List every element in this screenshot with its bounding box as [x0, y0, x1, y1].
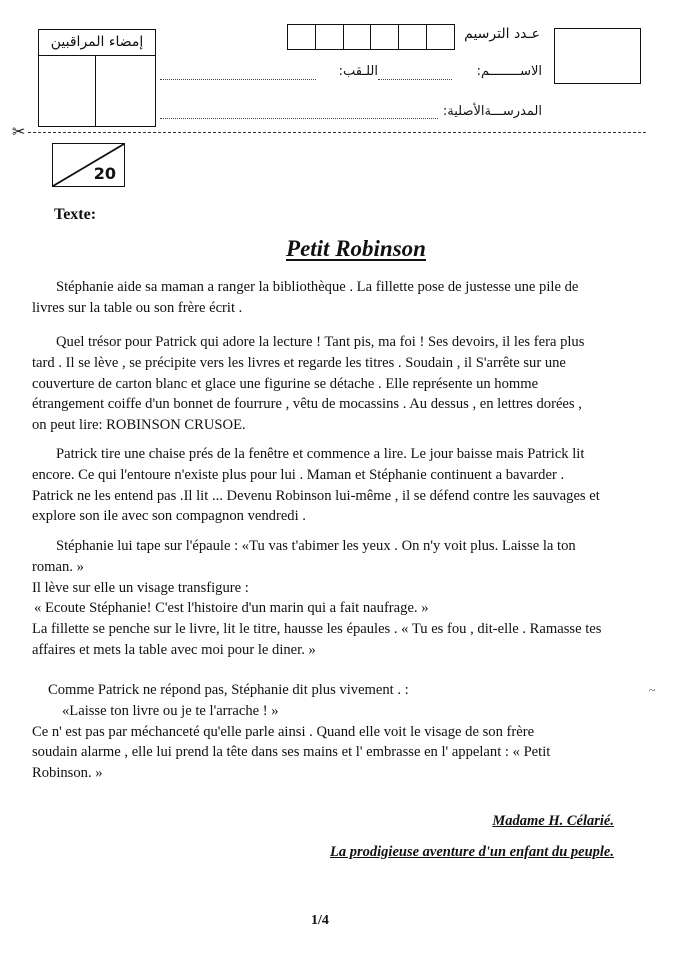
- registration-digit-cell: [399, 24, 427, 50]
- text-line: « Ecoute Stéphanie! C'est l'histoire d'un marin qui a fait naufrage. »: [34, 600, 429, 617]
- text-line: La fillette se penche sur le livre, lit le titre, hausse les épaules . « Tu es fou , dit-elle . Ramasse tes: [32, 621, 602, 638]
- text-line: étrangement coiffe d'un bonnet de fourrure , vêtu de mocassins . Au dessus , en lettres dorées ,: [32, 396, 582, 413]
- text-line: couverture de carton blanc et glace une figurine se détache . Elle représente un homme: [32, 375, 539, 392]
- text-line: Stéphanie lui tape sur l'épaule : «Tu vas t'abimer les yeux . On n'y voit plus. Laisse la ton: [56, 538, 576, 554]
- text-line: encore. Ce qui l'entoure n'existe plus pour lui . Maman et Stéphanie continuent a bavarder .: [32, 466, 565, 483]
- supervisor-signature-box: [38, 29, 156, 127]
- text-line: Ce n' est pas par méchanceté qu'elle parle ainsi . Quand elle voit le visage de son frère: [32, 723, 535, 740]
- registration-digit-cell: [316, 24, 344, 50]
- text-line: Patrick ne les entend pas .Il lit ... Devenu Robinson lui-même , il se défend contre les sauvages et: [32, 487, 600, 504]
- text-line: «Laisse ton livre ou je te l'arrache ! »: [62, 702, 279, 719]
- text-line: Comme Patrick ne répond pas, Stéphanie dit plus vivement . :: [48, 682, 409, 698]
- author: Madame H. Célarié.: [492, 813, 614, 829]
- cut-line: [28, 132, 646, 133]
- paragraph-1: [32, 277, 644, 319]
- text-line: livres sur la table ou son frère écrit .: [32, 299, 243, 316]
- stray-mark: ~: [649, 683, 656, 697]
- surname-label: اللـقب:: [338, 64, 378, 79]
- text-line: tard . Il se lève , se précipite vers les livres et regarde les titres . Soudain , il S'arrête sur une: [32, 354, 566, 371]
- registration-digit-cell: [371, 24, 399, 50]
- source-title: La prodigieuse aventure d'un enfant du peuple.: [330, 844, 614, 860]
- registration-label: عـدد الترسيم: [464, 26, 540, 42]
- text-line: Quel trésor pour Patrick qui adore la lecture ! Tant pis, ma foi ! Ses devoirs, il les fera plus: [56, 334, 585, 350]
- scissors-icon: ✂: [12, 122, 26, 141]
- text-line: Patrick tire une chaise prés de la fenêtre et commence a lire. Le jour baisse mais Patrick lit: [56, 446, 585, 462]
- texte-label: Texte:: [54, 206, 97, 223]
- paragraph-4: [32, 536, 644, 661]
- surname-dotted-line: [160, 79, 316, 80]
- text-line: explore son ile avec son compagnon vendredi .: [32, 508, 306, 525]
- text-line: Robinson. »: [32, 765, 103, 782]
- text-title: Petit Robinson: [286, 236, 426, 261]
- text-line: Il lève sur elle un visage transfigure :: [32, 579, 249, 596]
- score-max: 20: [93, 164, 116, 183]
- paragraph-5: [32, 680, 644, 784]
- signature-column-divider: [95, 55, 96, 126]
- name-label: الاســــــــم:: [476, 64, 542, 79]
- supervisor-signature-title: إمضاء المراقبين: [39, 30, 155, 56]
- page-number: 1/4: [311, 913, 329, 928]
- text-line: roman. »: [32, 558, 84, 575]
- registration-digit-cell: [427, 24, 455, 50]
- registration-digit-cell: [287, 24, 316, 50]
- score-box: [52, 143, 125, 187]
- registration-digit-cell: [344, 24, 372, 50]
- registration-number-boxes: [287, 24, 455, 50]
- paragraph-2: [32, 332, 644, 436]
- school-dotted-line: [160, 118, 438, 119]
- text-line: Stéphanie aide sa maman a ranger la bibliothèque . La fillette pose de justesse une pile de: [56, 279, 579, 295]
- paragraph-3: [32, 444, 644, 527]
- examiner-code-box: [554, 28, 641, 84]
- name-dotted-line: [378, 79, 452, 80]
- text-line: soudain alarme , elle lui prend la tête dans ses mains et l' embrasse en l' appelant : « Petit: [32, 744, 551, 761]
- text-line: on peut lire: ROBINSON CRUSOE.: [32, 417, 246, 434]
- school-label: المدرســـةالأصلية:: [442, 104, 542, 119]
- text-line: affaires et mets la table avec moi pour le diner. »: [32, 641, 316, 658]
